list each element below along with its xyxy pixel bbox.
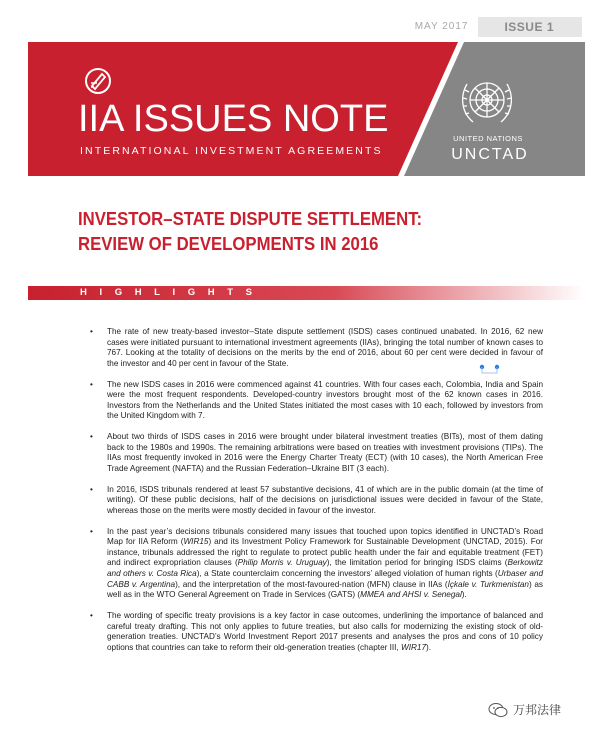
highlight-text: ), a State counterclaim concerning the investors’ alleged violation of human rights ( [196,569,498,579]
highlight-text: About two thirds of ISDS cases in 2016 were brought under bilateral investment treaties (BITs), most of them dating back to the 1980s and 1990s. The remaining arbitrations were based on treaties with investment provisions (TIPs). The IIAs most frequently invoked in 2016 were the Energy Charter Treaty (ECT) (with 10 cases), the North American Free Trade Agreement (NAFTA) and the Russian Federation–Ukraine BIT (3 each). [107,432,543,473]
org-name: UNITED NATIONS [453,134,523,143]
case-citation: Philip Morris v. Uruguay [237,558,327,568]
case-citation: MMEA and AHSI v. Senegal [360,590,462,600]
watermark [488,701,561,718]
highlight-text: The new ISDS cases in 2016 were commenced against 41 countries. With four cases each, Colombia, India and Spain were the most frequent respondents. Developed-country investors brought most of the 62 known cases in 2016. Investors from the Netherlands and the United States initiated the most cases with 10 each, followed by investors from the United Kingdom with 7. [107,379,543,421]
highlight-text: ) as well as in the WTO General Agreement on Trade in Services (GATS) ( [107,579,543,600]
issue-date: MAY 2017 [414,21,469,32]
case-citation: WIR15 [183,537,209,547]
highlights-list [88,327,543,664]
title-line-1: INVESTOR–STATE DISPUTE SETTLEMENT: [78,209,423,229]
highlight-item [88,380,543,422]
highlight-text: ), and the interpretation of the most-favoured-nation (MFN) clause in IIAs ( [175,579,448,589]
highlight-item [88,611,543,653]
case-citation: Urbaser and CABB v. Argentina [107,569,543,589]
issue-number: ISSUE 1 [478,17,582,37]
series-title: IIA ISSUES NOTE [78,98,389,140]
selection-handles-icon [478,363,502,377]
un-emblem-icon [455,72,519,132]
highlight-text: ). [426,642,432,652]
bullet-icon: • [90,327,93,336]
highlight-text: In 2016, ISDS tribunals rendered at least 57 substantive decisions, 41 of which are in the public domain (at the time of writing). Of these public decisions, half of the decisions on jurisdictional issues were decided in favour of the State, whereas those on the merits were mostly decided in favour of the investor. [107,484,543,515]
issue-header [415,17,582,37]
highlight-text: The rate of new treaty-based investor–State dispute settlement (ISDS) cases continued unabated. In 2016, 62 new cases were initiated pursuant to international investment agreements (IIAs), bringing the total number of known cases to 767. Looking at the totality of decisions on the merits by the end of 2016, about 60 per cent were decided in favour of the investor and 40 per cent in favour of the State. [107,327,543,368]
highlight-item [88,432,543,474]
title-line-2: REVIEW OF DEVELOPMENTS IN 2016 [78,234,379,254]
bullet-icon: • [90,484,93,494]
highlight-item [88,327,543,369]
highlight-item [88,485,543,517]
highlight-text: ), the limitation period for bringing ISDS claims ( [326,558,508,568]
case-citation: Berkowitz and others v. Costa Rica [107,558,544,579]
series-subtitle: INTERNATIONAL INVESTMENT AGREEMENTS [80,145,383,157]
wechat-icon [488,702,508,718]
highlight-text: ). [461,590,467,600]
bullet-icon: • [90,526,93,536]
highlight-text: The wording of specific treaty provisions is a key factor in case outcomes, underlining the importance of balanced and careful treaty drafting. This not only applies to future treaties, but also calls for modernizing the existing stock of old-generation treaties. UNCTAD’s World Investment Report 2017 presents and analyses the pros and cons of 10 policy options that countries can take to reform their old-generation treaties (chapter III, [107,611,543,652]
bullet-icon: • [90,432,93,442]
bullet-icon: • [90,611,93,620]
watermark-text: 万邦法律 [513,703,562,717]
case-citation: İçkale v. Turkmenistan [447,579,529,589]
document-title [78,207,448,257]
highlight-text: In the past year’s decisions tribunals considered many issues that touched upon topics identified in UNCTAD’s Road Map for IIA Reform ( [107,526,543,547]
pen-note-icon [83,66,113,96]
bullet-icon: • [90,379,93,389]
case-citation: WIR17 [401,642,427,652]
org-short-name: UNCTAD [451,146,529,163]
highlight-item [88,527,543,601]
highlight-text: ) and its Investment Policy Framework for Sustainable Development (UNCTAD, 2015). For instance, tribunals addressed the right to regulate to protect public health under the fair and equitable treatment (FET) and indirect expropriation clauses ( [107,537,543,568]
highlights-label: HIGHLIGHTS [80,287,265,298]
